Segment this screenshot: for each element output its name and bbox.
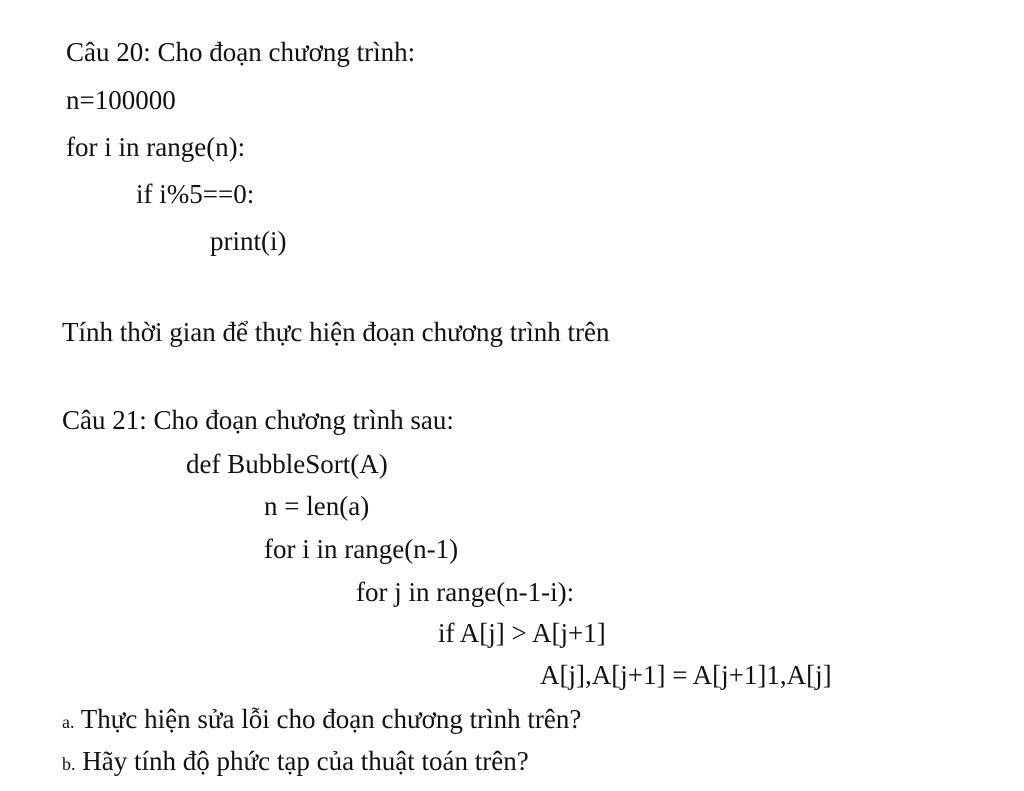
part-b-text: Hãy tính độ phức tạp của thuật toán trên?: [82, 746, 529, 776]
code-line-if-mod: if i%5==0:: [136, 179, 255, 209]
code-line-inner-for: for j in range(n-1-i):: [356, 577, 575, 607]
part-a-text: Thực hiện sửa lỗi cho đoạn chương trình trên?: [80, 704, 582, 734]
code-line-for-loop: for i in range(n):: [66, 132, 246, 162]
code-line-if-compare: if A[j] > A[j+1]: [438, 618, 606, 648]
question-21-part-b: [62, 745, 529, 780]
question-20-heading: Câu 20: Cho đoạn chương trình:: [66, 37, 416, 67]
question-20-task: Tính thời gian để thực hiện đoạn chương trình trên: [62, 317, 610, 347]
part-b-label: b.: [62, 754, 76, 774]
question-21-part-a: [62, 703, 581, 738]
question-21-heading: Câu 21: Cho đoạn chương trình sau:: [62, 405, 454, 435]
code-line-outer-for: for i in range(n-1): [264, 534, 459, 564]
code-line-def-bubblesort: def BubbleSort(A): [186, 449, 388, 479]
code-line-len: n = len(a): [264, 491, 370, 521]
code-line-print: print(i): [210, 226, 287, 256]
code-line-n-assign: n=100000: [66, 85, 176, 115]
code-line-swap: A[j],A[j+1] = A[j+1]1,A[j]: [540, 660, 832, 690]
part-a-label: a.: [62, 712, 75, 732]
